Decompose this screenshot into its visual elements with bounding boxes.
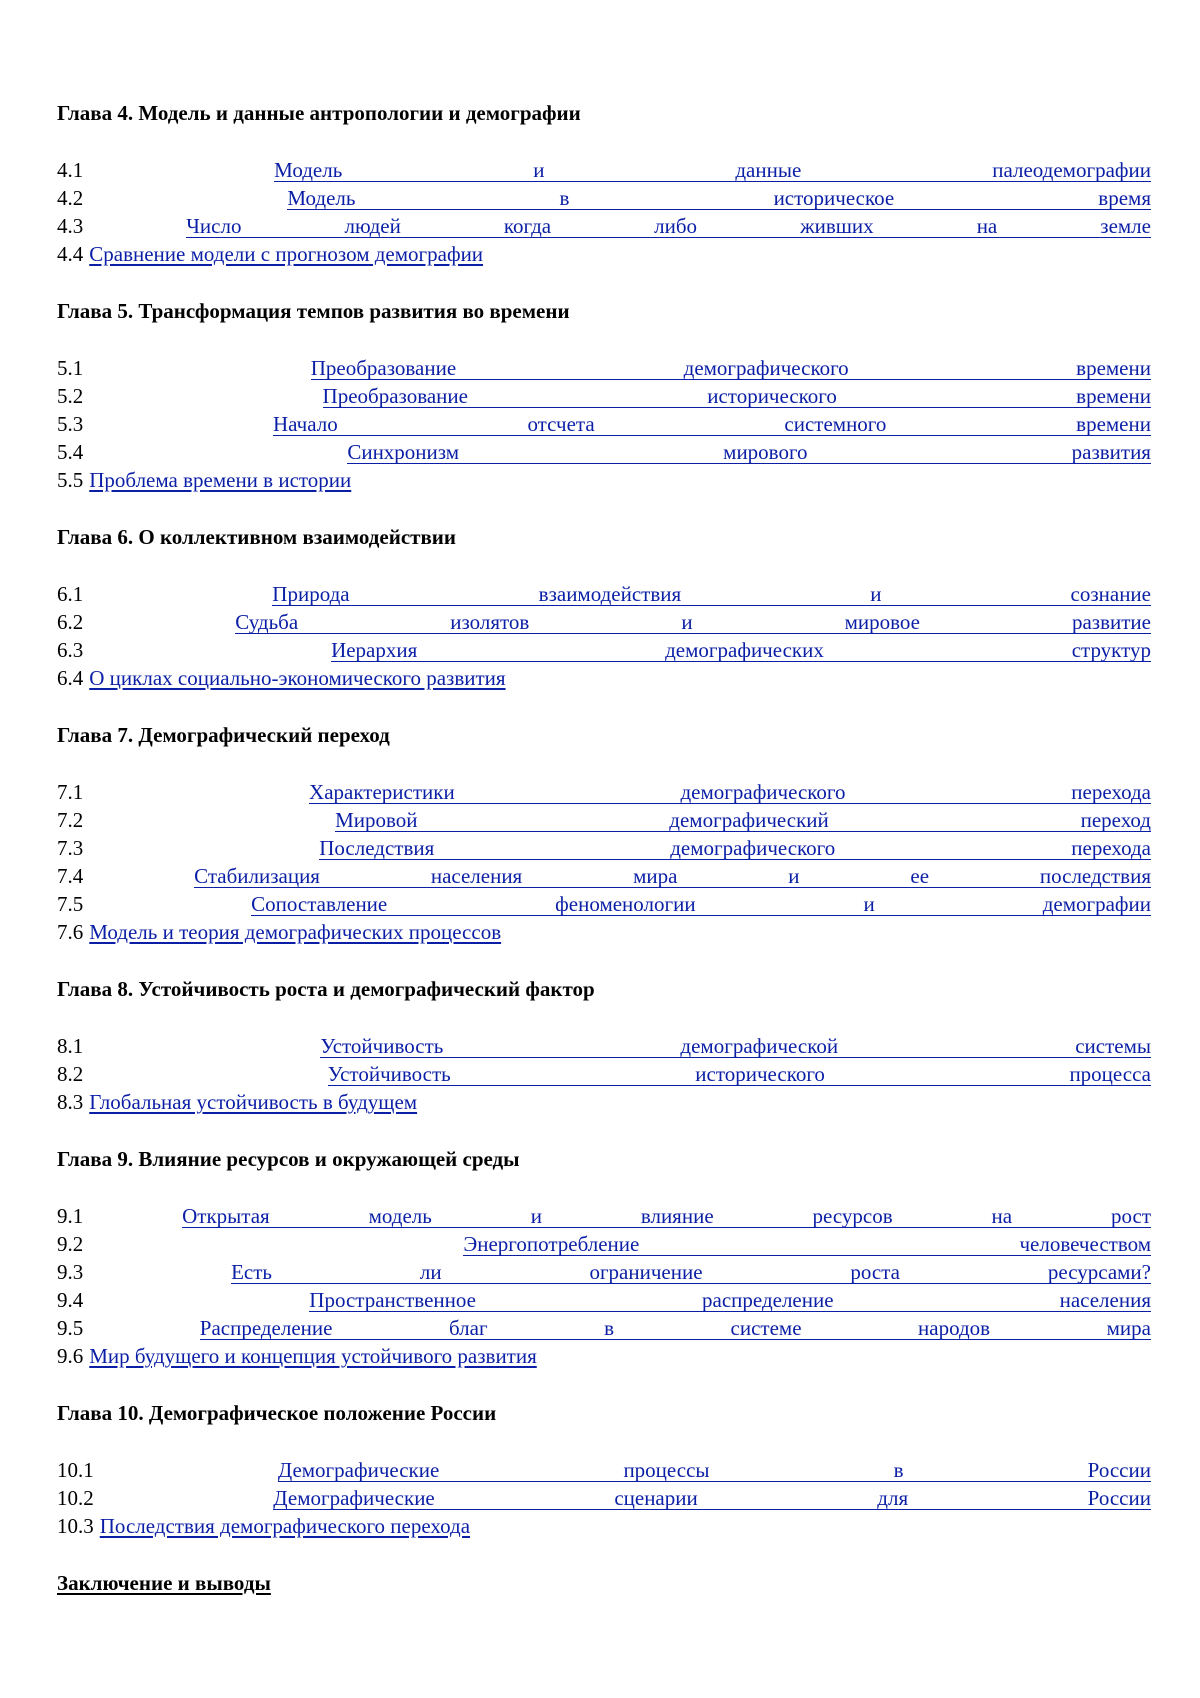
chapter-title: Глава 6. О коллективном взаимодействии: [57, 525, 457, 549]
entry-link[interactable]: Число людей когда либо живших на земле: [186, 214, 1151, 238]
entry-link[interactable]: Устойчивость исторического процесса: [327, 1062, 1151, 1086]
entry-number: 8.3: [57, 1090, 84, 1114]
entry-number: 10.2: [57, 1486, 94, 1510]
entry-link[interactable]: Распределение благ в системе народов мира: [199, 1316, 1151, 1340]
entry-link[interactable]: Модель в историческое время: [287, 186, 1151, 210]
toc-entry: [57, 890, 1151, 918]
entry-link[interactable]: Синхронизм мирового развития: [347, 440, 1151, 464]
entry-number: 5.1: [57, 356, 84, 380]
toc-entry: [57, 1512, 1151, 1540]
toc-entry: [57, 608, 1151, 636]
entry-link[interactable]: Пространственное распределение населения: [309, 1288, 1151, 1312]
chapter-title: Глава 4. Модель и данные антропологии и демографии: [57, 101, 581, 125]
entry-link[interactable]: Мир будущего и концепция устойчивого развития: [89, 1344, 537, 1368]
entry-number: 7.1: [57, 780, 84, 804]
toc-entry: [57, 438, 1151, 466]
toc-entry: [57, 212, 1151, 240]
toc-entry: [57, 410, 1151, 438]
toc-entry: [57, 1456, 1151, 1484]
toc-entry: [57, 1088, 1151, 1116]
chapter-entry-list: [57, 354, 1151, 494]
entry-number: 9.5: [57, 1316, 84, 1340]
entry-link[interactable]: Энергопотребление человечеством: [463, 1232, 1151, 1256]
entry-link[interactable]: О циклах социально-экономического развития: [89, 666, 506, 690]
toc-entry: [57, 1202, 1151, 1230]
toc-entry: [57, 466, 1151, 494]
entry-link[interactable]: Природа взаимодействия и сознание: [272, 582, 1151, 606]
entry-number: 5.2: [57, 384, 84, 408]
entry-link[interactable]: Глобальная устойчивость в будущем: [89, 1090, 418, 1114]
entry-link[interactable]: Демографические сценарии для России: [273, 1486, 1151, 1510]
chapter-section: [57, 1400, 1151, 1540]
chapter-title: Глава 7. Демографический переход: [57, 723, 390, 747]
entry-link[interactable]: Сравнение модели с прогнозом демографии: [89, 242, 484, 266]
entry-link[interactable]: Судьба изолятов и мировое развитие: [235, 610, 1151, 634]
entry-link[interactable]: Проблема времени в истории: [89, 468, 352, 492]
entry-number: 7.5: [57, 892, 84, 916]
entry-number: 10.3: [57, 1514, 94, 1538]
entry-number: 9.2: [57, 1232, 84, 1256]
entry-number: 7.4: [57, 864, 84, 888]
toc-entry: [57, 184, 1151, 212]
entry-number: 6.3: [57, 638, 84, 662]
chapter-entry-list: [57, 778, 1151, 946]
entry-link[interactable]: Преобразование демографического времени: [310, 356, 1151, 380]
entry-number: 9.3: [57, 1260, 84, 1284]
toc-entry: [57, 354, 1151, 382]
toc-entry: [57, 918, 1151, 946]
entry-number: 5.5: [57, 468, 84, 492]
entry-number: 7.3: [57, 836, 84, 860]
chapter-title: Глава 5. Трансформация темпов развития во времени: [57, 299, 570, 323]
entry-number: 4.4: [57, 242, 84, 266]
chapter-entry-list: [57, 1456, 1151, 1540]
entry-number: 10.1: [57, 1458, 94, 1482]
toc-entry: [57, 1258, 1151, 1286]
chapter-entry-list: [57, 1202, 1151, 1370]
toc-entry: [57, 382, 1151, 410]
entry-link[interactable]: Открытая модель и влияние ресурсов на рост: [182, 1204, 1151, 1228]
toc-entry: [57, 834, 1151, 862]
toc-entry: [57, 1314, 1151, 1342]
chapter-section: [57, 524, 1151, 692]
chapter-section: [57, 1146, 1151, 1370]
chapter-title: Глава 8. Устойчивость роста и демографический фактор: [57, 977, 595, 1001]
entry-number: 4.1: [57, 158, 84, 182]
entry-link[interactable]: Последствия демографического перехода: [99, 1514, 471, 1538]
entry-number: 7.6: [57, 920, 84, 944]
entry-link[interactable]: Характеристики демографического перехода: [309, 780, 1151, 804]
entry-number: 6.4: [57, 666, 84, 690]
entry-link[interactable]: Модель и теория демографических процессов: [89, 920, 502, 944]
entry-number: 4.3: [57, 214, 84, 238]
chapter-title: Глава 9. Влияние ресурсов и окружающей среды: [57, 1147, 520, 1171]
entry-link[interactable]: Стабилизация населения мира и ее последствия: [194, 864, 1151, 888]
entry-number: 6.1: [57, 582, 84, 606]
entry-link[interactable]: Демографические процессы в России: [277, 1458, 1151, 1482]
entry-link[interactable]: Последствия демографического перехода: [319, 836, 1151, 860]
entry-number: 4.2: [57, 186, 84, 210]
toc-entry: [57, 1230, 1151, 1258]
toc-entry: [57, 1286, 1151, 1314]
chapter-section: [57, 298, 1151, 494]
toc-entry: [57, 156, 1151, 184]
chapter-entry-list: [57, 580, 1151, 692]
toc-entry: [57, 580, 1151, 608]
toc-entry: [57, 778, 1151, 806]
chapter-section: [57, 722, 1151, 946]
toc-entry: [57, 1484, 1151, 1512]
entry-link[interactable]: Устойчивость демографической системы: [320, 1034, 1151, 1058]
toc-entry: [57, 1060, 1151, 1088]
entry-link[interactable]: Модель и данные палеодемографии: [274, 158, 1151, 182]
chapter-entry-list: [57, 1032, 1151, 1116]
toc-entry: [57, 636, 1151, 664]
toc-entry: [57, 1032, 1151, 1060]
entry-link[interactable]: Мировой демографический переход: [335, 808, 1151, 832]
chapter-title: Глава 10. Демографическое положение России: [57, 1401, 497, 1425]
toc-entry: [57, 862, 1151, 890]
chapter-section: [57, 100, 1151, 268]
toc-entry: [57, 240, 1151, 268]
entry-number: 8.1: [57, 1034, 84, 1058]
table-of-contents: [57, 100, 1151, 1596]
entry-link[interactable]: Есть ли ограничение роста ресурсами?: [231, 1260, 1151, 1284]
entry-number: 9.4: [57, 1288, 84, 1312]
entry-number: 5.4: [57, 440, 84, 464]
entry-number: 8.2: [57, 1062, 84, 1086]
entry-number: 6.2: [57, 610, 84, 634]
entry-number: 9.6: [57, 1344, 84, 1368]
entry-number: 9.1: [57, 1204, 84, 1228]
entry-link[interactable]: Начало отсчета системного времени: [273, 412, 1151, 436]
chapter-entry-list: [57, 156, 1151, 268]
toc-entry: [57, 806, 1151, 834]
entry-link[interactable]: Сопоставление феноменологии и демографии: [251, 892, 1151, 916]
entry-number: 5.3: [57, 412, 84, 436]
chapter-section: [57, 976, 1151, 1116]
entry-number: 7.2: [57, 808, 84, 832]
entry-link[interactable]: Преобразование исторического времени: [322, 384, 1151, 408]
conclusion-link[interactable]: Заключение и выводы: [57, 1571, 271, 1595]
toc-entry: [57, 1342, 1151, 1370]
toc-entry: [57, 664, 1151, 692]
entry-link[interactable]: Иерархия демографических структур: [331, 638, 1151, 662]
